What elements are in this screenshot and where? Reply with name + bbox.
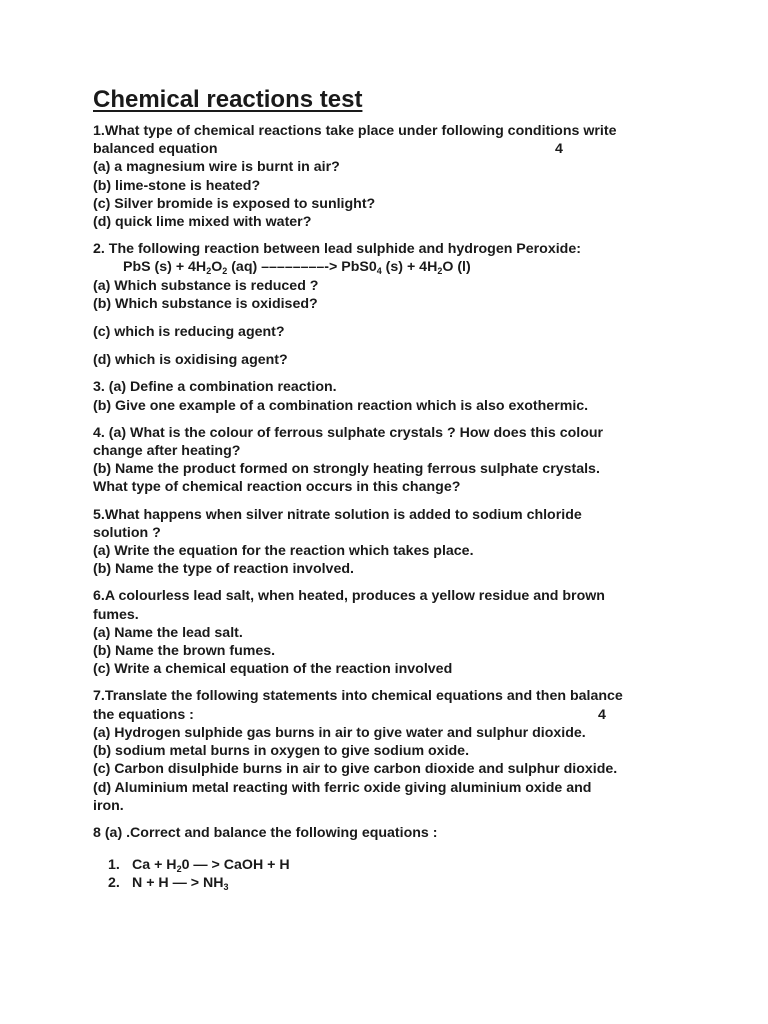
question-2	[93, 240, 693, 369]
equation-part: N + H — > NH	[132, 875, 224, 892]
subscript: 2	[437, 266, 443, 277]
question-text: 6.A colourless lead salt, when heated, produces a yellow residue and brown	[93, 588, 605, 605]
question-7	[93, 687, 693, 814]
equation-part: (aq) ––––––––-> PbS0	[227, 259, 377, 276]
sub-question: (a) Write the equation for the reaction which takes place.	[93, 543, 474, 560]
sub-question: (c) which is reducing agent?	[93, 324, 285, 341]
subscript: 2	[206, 266, 212, 277]
sub-question: (b) Give one example of a combination reaction which is also exothermic.	[93, 397, 589, 414]
list-item	[108, 856, 693, 874]
sub-question: (b) Name the type of reaction involved.	[93, 561, 354, 578]
sub-question: (b) Name the brown fumes.	[93, 643, 276, 660]
list-number: 1.	[108, 857, 120, 874]
question-5	[93, 506, 693, 579]
question-text: fumes.	[93, 606, 139, 623]
sub-question: (d) which is oxidising agent?	[93, 352, 288, 369]
sub-question: (b) Which substance is oxidised?	[93, 295, 318, 312]
worksheet	[93, 84, 693, 902]
equation-list	[93, 856, 693, 892]
equation-part: PbS (s) + 4H	[123, 259, 207, 276]
question-text: 8 (a) .Correct and balance the following equations :	[93, 824, 438, 841]
question-text: 4. (a) What is the colour of ferrous sulphate crystals ? How does this colour	[93, 424, 604, 441]
equation-part: O (l)	[442, 259, 471, 276]
subscript: 2	[222, 266, 228, 277]
equation-part: (s) + 4H	[381, 259, 438, 276]
subscript: 2	[176, 864, 182, 875]
question-text: What type of chemical reaction occurs in this change?	[93, 479, 461, 496]
sub-question: (d) quick lime mixed with water?	[93, 214, 312, 231]
marks-label: 4	[598, 706, 606, 723]
sub-question: (a) Which substance is reduced ?	[93, 277, 319, 294]
question-6	[93, 587, 693, 678]
sub-question: (c) Write a chemical equation of the reaction involved	[93, 661, 453, 678]
question-text: 1.What type of chemical reactions take place under following conditions write	[93, 123, 617, 139]
sub-question: (a) a magnesium wire is burnt in air?	[93, 159, 340, 176]
sub-question: (b) Name the product formed on strongly heating ferrous sulphate crystals.	[93, 461, 600, 478]
question-8	[93, 824, 693, 893]
sub-question: (b) sodium metal burns in oxygen to give sodium oxide.	[93, 743, 470, 760]
sub-question: (c) Carbon disulphide burns in air to give carbon dioxide and sulphur dioxide.	[93, 761, 618, 778]
question-3	[93, 378, 693, 414]
sub-question: iron.	[93, 797, 124, 814]
question-text-line	[93, 140, 693, 158]
page-title: Chemical reactions test	[93, 86, 363, 113]
question-text: the equations :	[93, 706, 194, 723]
equation-part: Ca + H	[132, 857, 177, 874]
sub-question: (c) Silver bromide is exposed to sunlight?	[93, 195, 376, 212]
subscript: 3	[223, 882, 229, 893]
question-text-line	[93, 706, 693, 724]
question-text: 2. The following reaction between lead sulphide and hydrogen Peroxide:	[93, 241, 581, 258]
question-4	[93, 424, 693, 497]
list-item	[108, 874, 693, 892]
subscript: 4	[376, 266, 382, 277]
question-1	[93, 122, 693, 231]
equation-part: O	[211, 259, 223, 276]
sub-question: 3. (a) Define a combination reaction.	[93, 379, 337, 396]
question-text: 7.Translate the following statements into chemical equations and then balance	[93, 688, 623, 705]
marks-label: 4	[555, 141, 563, 158]
list-number: 2.	[108, 875, 120, 892]
sub-question: (b) lime-stone is heated?	[93, 177, 261, 194]
question-text: balanced equation	[93, 141, 218, 158]
sub-question: (d) Aluminium metal reacting with ferric oxide giving aluminium oxide and	[93, 779, 592, 796]
equation-part: 0 — > CaOH + H	[181, 857, 290, 874]
spacer	[93, 341, 693, 351]
spacer	[93, 313, 693, 323]
question-text: solution ?	[93, 524, 161, 541]
sub-question: (a) Name the lead salt.	[93, 624, 243, 641]
reaction-equation	[93, 258, 693, 276]
sub-question: (a) Hydrogen sulphide gas burns in air to give water and sulphur dioxide.	[93, 724, 586, 741]
question-text: 5.What happens when silver nitrate solution is added to sodium chloride	[93, 506, 582, 523]
question-text: change after heating?	[93, 443, 241, 460]
